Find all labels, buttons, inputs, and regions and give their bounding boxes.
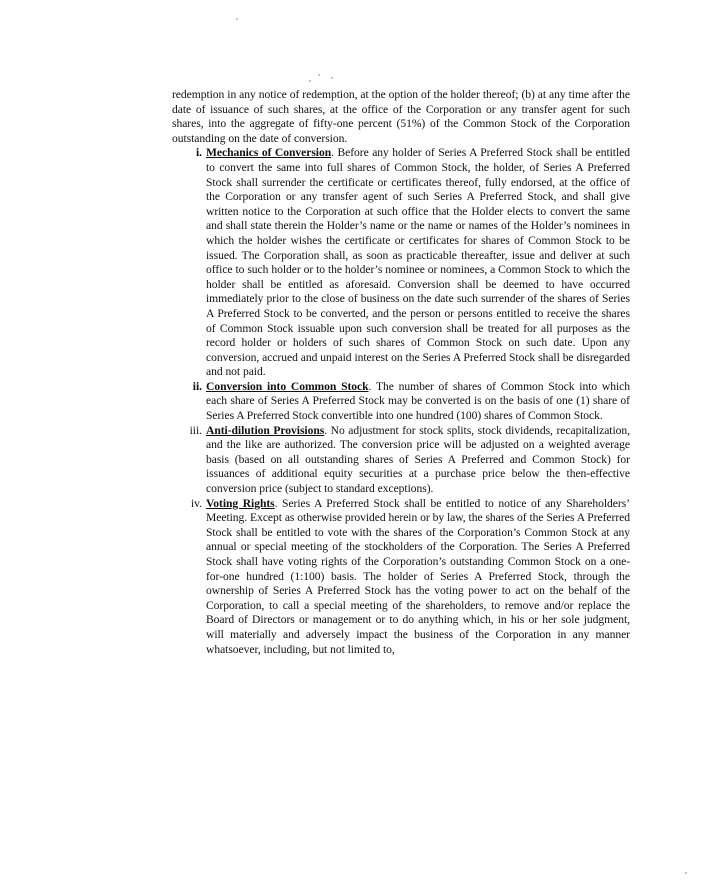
item-marker: i. bbox=[195, 146, 202, 160]
scan-speck bbox=[685, 872, 687, 874]
scan-speck bbox=[331, 77, 333, 79]
intro-paragraph: redemption in any notice of redemption, at the option of the holder thereof; (b) at any time after the date of issuance of such shares, at the office of the Corporation or any transfer agent for such shares, into the aggregate of fifty-one percent (51%) of the Common Stock of the Corporation outstanding on the date of conversion. bbox=[172, 88, 630, 145]
list-item-mechanics bbox=[172, 146, 630, 380]
item-marker: ii. bbox=[192, 379, 202, 393]
item-body bbox=[206, 380, 630, 424]
item-heading: Mechanics of Conversion bbox=[206, 146, 332, 160]
item-text: . The number of shares of Common Stock into which each share of Series A Preferred Stock may be converted is on the basis of one (1) share of Series A Preferred Stock convertible into one hundred (100) shares of Common Stock. bbox=[206, 379, 630, 423]
item-marker: iii. bbox=[189, 423, 202, 437]
list-item-anti-dilution bbox=[172, 424, 630, 497]
item-marker: iv. bbox=[190, 496, 202, 510]
list-item-voting-rights bbox=[172, 497, 630, 658]
item-body bbox=[206, 424, 630, 497]
scan-speck bbox=[309, 80, 311, 82]
conversion-items-list bbox=[172, 146, 630, 657]
item-text: . No adjustment for stock splits, stock dividends, recapitalization, and the like are authorized. The conversion price will be adjusted on a weighted average basis (based on all outstanding shares of Series A Preferred and Common Stock) for issuances of additional equity securities at a purchase price below the then-effective conversion price (subject to standard exceptions). bbox=[206, 423, 630, 496]
scan-speck bbox=[318, 74, 320, 76]
item-text: . Series A Preferred Stock shall be entitled to notice of any Shareholders’ Meeting. Except as otherwise provided herein or by law, the shares of the Series A Preferred Stock shall be entitled to vote with the shares of the Corporation’s Common Stock at any annual or special meeting of the stockholders of the Corporation. The Series A Preferred Stock shall have voting rights of the Corporation’s outstanding Common Stock on a one-for-one hundred (1:100) basis. The holder of Series A Preferred Stock, through the ownership of Series A Preferred Stock has the voting power to act on the behalf of the Corporation, to call a special meeting of the shareholders, to remove and/or replace the Board of Directors or management or to do anything which, in his or her sole judgment, will materially and adversely impact the business of the Corporation in any manner whatsoever, including, but not limited to, bbox=[206, 496, 630, 656]
item-heading: Voting Rights bbox=[206, 496, 275, 510]
scan-speck bbox=[236, 18, 238, 20]
item-heading: Conversion into Common Stock bbox=[206, 379, 369, 393]
document-page bbox=[172, 88, 630, 657]
list-item-conversion bbox=[172, 380, 630, 424]
item-body bbox=[206, 146, 630, 380]
item-text: . Before any holder of Series A Preferred Stock shall be entitled to convert the same into full shares of Common Stock, the holder, of Series A Preferred Stock shall surrender the certificate or certificates thereof, fully endorsed, at the office of the Corporation or any transfer agent of such Series A Preferred Stock, and shall give written notice to the Corporation at such office that the Holder elects to convert the same and shall state therein the Holder’s name or the name or names of the Holder’s nominees in which the holder wishes the certificate or certificates for shares of Common Stock to be issued. The Corporation shall, as soon as practicable thereafter, issue and deliver at such office to such holder or to the holder’s nominee or nominees, a Common Stock to which the holder shall be entitled as aforesaid. Conversion shall be deemed to have occurred immediately prior to the close of business on the date such surrender of the shares of Series A Preferred Stock to be converted, and the person or persons entitled to receive the shares of Common Stock issuable upon such conversion shall be treated for all purposes as the record holder or holders of such shares of Common Stock on such date. Upon any conversion, accrued and unpaid interest on the Series A Preferred Stock shall be disregarded and not paid. bbox=[206, 146, 630, 379]
item-body bbox=[206, 497, 630, 658]
item-heading: Anti-dilution Provisions bbox=[206, 423, 325, 437]
